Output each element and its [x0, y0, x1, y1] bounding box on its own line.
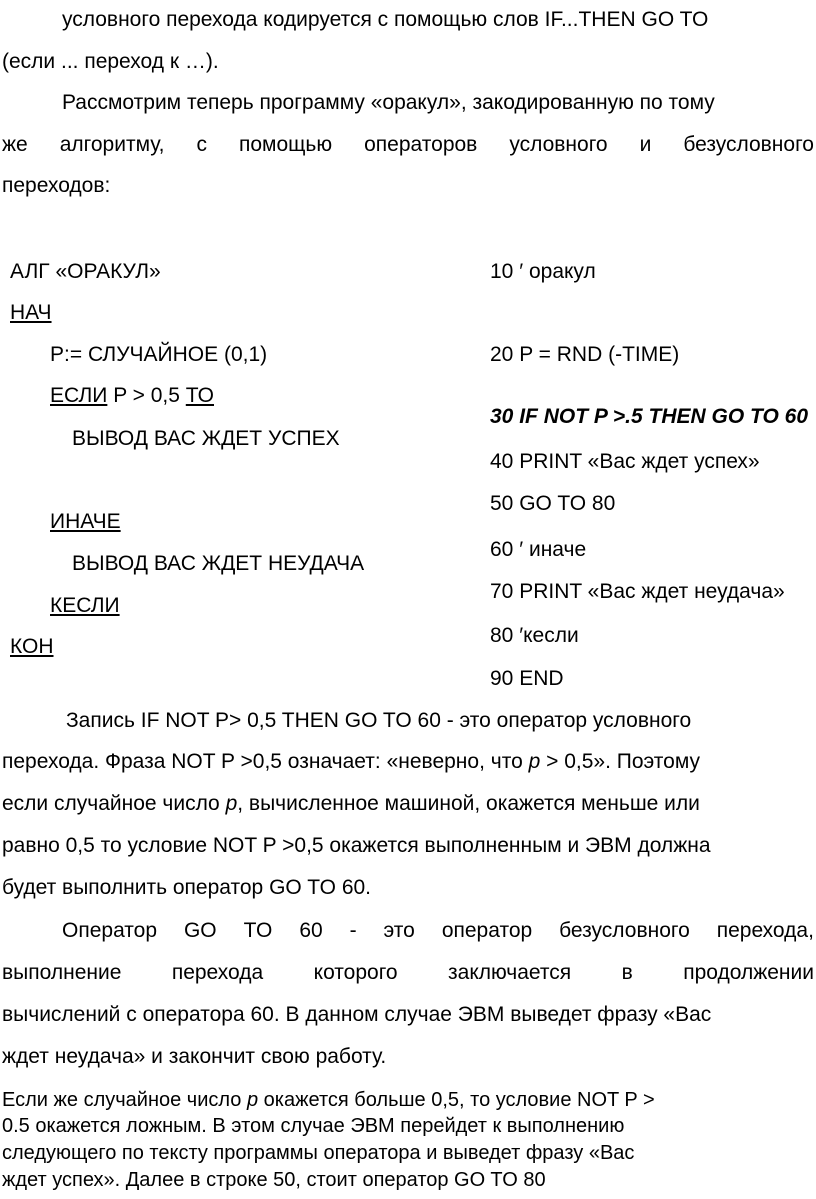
para1-line-4: равно 0,5 то условие NOT P >0,5 окажется выполненным и ЭВМ должна — [2, 834, 711, 857]
alg-endif: КЕСЛИ — [50, 594, 120, 617]
para2-line-2: выполнение перехода которого заключается в продолжении — [2, 961, 814, 984]
prog-line-20: 20 P = RND (-TIME) — [490, 343, 680, 366]
intro-line-2: (если ... переход к …). — [2, 50, 219, 73]
para3-line-3: следующего по тексту программы оператора и выведет фразу «Вас — [2, 1142, 635, 1164]
para1-line-1: Запись IF NOT P> 0,5 THEN GO TO 60 - это оператор условного — [66, 709, 692, 732]
para1-line-3: если случайное число р, вычисленное машиной, окажется меньше или — [2, 792, 700, 815]
para2-line-3: вычислений с оператора 60. В данном случае ЭВМ выведет фразу «Вас — [2, 1003, 712, 1026]
alg-end: КОН — [10, 635, 54, 658]
alg-output-success: ВЫВОД ВАС ЖДЕТ УСПЕХ — [72, 427, 340, 450]
para2-line-4: ждет неудача» и закончит свою работу. — [2, 1045, 387, 1068]
prog-line-90: 90 END — [490, 667, 564, 690]
prog-line-30: 30 IF NOT P >.5 THEN GO TO 60 — [490, 405, 809, 428]
para3-line-2: 0.5 окажется ложным. В этом случае ЭВМ перейдет к выполнению — [2, 1115, 625, 1137]
alg-begin: НАЧ — [10, 301, 52, 324]
intro-line-4: же алгоритму, с помощью операторов условного и безусловного — [2, 133, 814, 156]
para3-line-1: Если же случайное число р окажется больше 0,5, то условие NOT P > — [2, 1089, 655, 1111]
para1-line-2: перехода. Фраза NOT P >0,5 означает: «неверно, что р > 0,5». Поэтому — [2, 750, 701, 773]
prog-line-70: 70 PRINT «Вас ждет неудача» — [490, 580, 785, 603]
para3-line-4: ждет успех». Далее в строке 50, стоит оператор GO TO 80 — [2, 1169, 546, 1191]
alg-else: ИНАЧЕ — [50, 510, 121, 533]
prog-line-80: 80 ′кесли — [490, 624, 579, 647]
para2-line-1: Оператор GO TO 60 - это оператор безусловного перехода, — [62, 919, 814, 942]
alg-assign: P:= СЛУЧАЙНОЕ (0,1) — [50, 343, 268, 366]
alg-title: АЛГ «ОРАКУЛ» — [10, 260, 161, 283]
intro-line-1: условного перехода кодируется с помощью слов IF...THEN GO TO — [62, 8, 709, 31]
intro-line-3: Рассмотрим теперь программу «оракул», закодированную по тому — [62, 91, 715, 114]
alg-if-line: ЕСЛИ P > 0,5 ТО — [50, 384, 214, 407]
prog-line-40: 40 PRINT «Вас ждет успех» — [490, 450, 760, 473]
prog-line-60: 60 ′ иначе — [490, 538, 587, 561]
alg-output-failure: ВЫВОД ВАС ЖДЕТ НЕУДАЧА — [72, 552, 365, 575]
prog-line-50: 50 GO TO 80 — [490, 492, 616, 515]
para1-line-5: будет выполнить оператор GO TO 60. — [2, 876, 372, 899]
prog-line-10: 10 ′ оракул — [490, 260, 596, 283]
intro-line-5: переходов: — [2, 174, 111, 197]
